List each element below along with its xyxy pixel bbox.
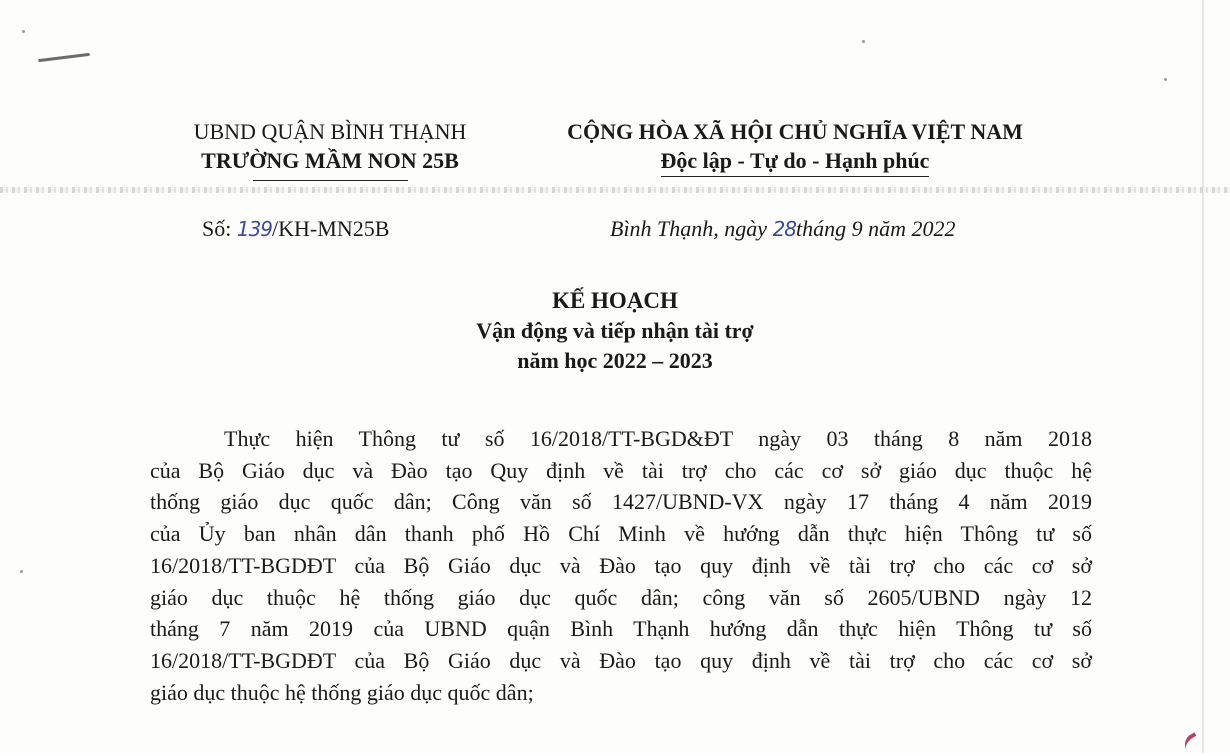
body-line: của Bộ Giáo dục và Đào tạo Quy định về tài trợ cho các cơ sở giáo dục thuộc hệ — [150, 457, 1092, 483]
body-line: của Ủy ban nhân dân thanh phố Hồ Chí Minh về hướng dẫn thực hiện Thông tư số — [150, 521, 1092, 547]
body-line: 16/2018/TT-BGDĐT của Bộ Giáo dục và Đào tạo quy định về tài trợ cho các cơ sở — [150, 647, 1092, 673]
body-line: tháng 7 năm 2019 của UBND quận Bình Thạnh hướng dẫn thực hiện Thông tư số — [150, 616, 1092, 642]
body-line: giáo dục thuộc hệ thống giáo dục quốc dân; công văn số 2605/UBND ngày 12 — [150, 584, 1092, 610]
date-after: tháng 9 năm 2022 — [796, 216, 956, 241]
scan-dot — [1164, 78, 1167, 81]
issuer-agency: UBND QUẬN BÌNH THẠNH — [193, 119, 467, 144]
issuer-underline — [253, 180, 408, 181]
scan-mark — [38, 53, 90, 62]
page-edge — [1202, 0, 1204, 753]
scan-dot — [22, 30, 25, 33]
issuer-school: TRƯỜNG MẦM NON 25B — [201, 148, 459, 173]
document-title — [340, 286, 890, 376]
title-main: KẾ HOẠCH — [552, 288, 678, 313]
body-paragraph — [150, 423, 1092, 708]
national-motto: Độc lập - Tự do - Hạnh phúc — [661, 146, 930, 177]
body-line: giáo dục thuộc hệ thống giáo dục quốc dân; — [150, 679, 534, 705]
date-before: Bình Thạnh, ngày — [610, 216, 773, 241]
handwritten-day: 28 — [772, 217, 797, 241]
title-subtitle: Vận động và tiếp nhận tài trợ — [476, 318, 754, 343]
corner-stamp-mark — [1181, 732, 1204, 756]
scan-artifact-stripe — [0, 187, 1230, 193]
title-school-year: năm học 2022 – 2023 — [517, 348, 713, 373]
number-suffix: /KH-MN25B — [272, 216, 390, 241]
scan-dot — [20, 570, 23, 573]
body-line: thống giáo dục quốc dân; Công văn số 1427/UBND-VX ngày 17 tháng 4 năm 2019 — [150, 489, 1092, 515]
scan-dot — [862, 40, 865, 43]
body-line: 16/2018/TT-BGDĐT của Bộ Giáo dục và Đào tạo quy định về tài trợ cho các cơ sở — [150, 552, 1092, 578]
number-prefix: Số: — [202, 216, 232, 241]
national-header — [520, 117, 1070, 177]
issuer-block — [150, 117, 510, 181]
document-number — [202, 214, 389, 244]
handwritten-number: 139 — [236, 217, 273, 241]
issue-date — [610, 214, 956, 244]
body-line: Thực hiện Thông tư số 16/2018/TT-BGD&ĐT ngày 03 tháng 8 năm 2018 — [224, 426, 1092, 451]
nation-name: CỘNG HÒA XÃ HỘI CHỦ NGHĨA VIỆT NAM — [567, 119, 1023, 144]
